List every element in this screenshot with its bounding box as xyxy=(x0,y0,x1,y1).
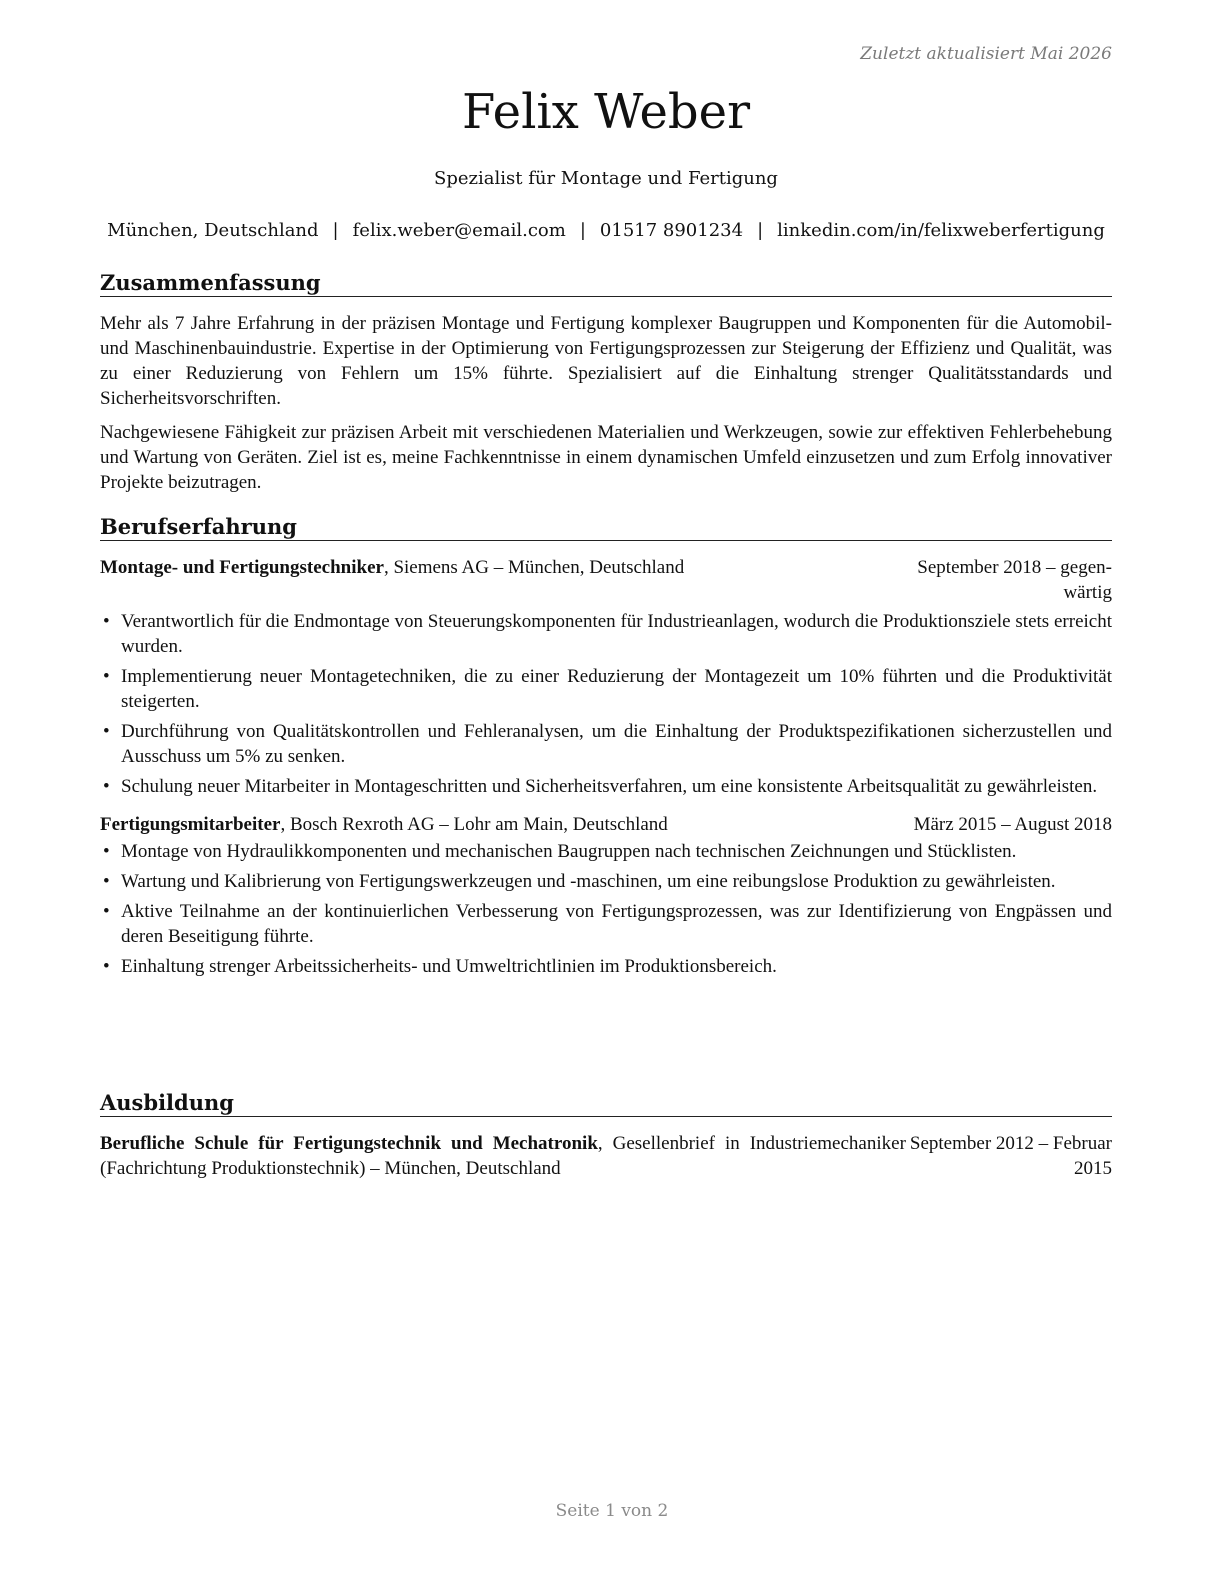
experience-heading: Berufserfahrung xyxy=(100,514,1112,541)
job-bullet-list xyxy=(100,839,1112,979)
bullet-icon: • xyxy=(103,871,110,892)
job-role: Fertigungsmitarbeiter xyxy=(100,814,281,835)
contact-phone: 01517 8901234 xyxy=(599,220,744,241)
list-item: • Implementierung neuer Montagetechniken, die zu einer Reduzierung der Montagezeit um 10% führten und die Produktivität steigerten. xyxy=(103,666,1112,712)
experience-section xyxy=(100,514,1112,984)
contact-separator: | xyxy=(579,220,586,241)
job-entry xyxy=(100,555,1112,799)
contact-location: München, Deutschland xyxy=(107,220,319,241)
job-date: September 2018 – gegen- xyxy=(917,557,1112,578)
bullet-icon: • xyxy=(103,841,110,862)
contact-line xyxy=(100,220,1112,241)
list-item: • Verantwortlich für die Endmontage von Steuerungskomponenten für Industrieanlagen, wodurch die Produktionsziele stets erreicht wurden. xyxy=(103,611,1112,657)
contact-email[interactable]: felix.weber@email.com xyxy=(352,220,566,241)
education-entry xyxy=(100,1131,1112,1181)
last-updated-note: Zuletzt aktualisiert Mai 2026 xyxy=(860,44,1112,64)
summary-paragraph: Nachgewiesene Fähigkeit zur präzisen Arbeit mit verschiedenen Materialien und Werkzeugen, sowie zur effektiven Fehlerbehebung und Wartung von Geräten. Ziel ist es, meine Fachkenntnisse in einem dynamischen Umfeld einzusetzen und zum Erfolg innovativer Projekte beizutragen. xyxy=(100,422,1112,493)
bullet-icon: • xyxy=(103,611,110,632)
education-date-continued: 2015 xyxy=(1074,1158,1112,1179)
bullet-icon: • xyxy=(103,901,110,922)
candidate-name: Felix Weber xyxy=(461,84,751,140)
job-company: , Bosch Rexroth AG – Lohr am Main, Deutschland xyxy=(280,814,668,835)
education-date: September 2012 – Februar xyxy=(909,1133,1112,1154)
list-item: • Wartung und Kalibrierung von Fertigungswerkzeugen und -maschinen, um eine reibungslose Produktion zu gewährleisten. xyxy=(103,871,1056,892)
contact-separator: | xyxy=(757,220,764,241)
list-item: • Einhaltung strenger Arbeitssicherheits- und Umweltrichtlinien im Produktionsbereich. xyxy=(103,956,777,977)
education-section xyxy=(100,1090,1112,1181)
degree-detail: , Gesellenbrief in Industriemechaniker (Fachrichtung Produktionstechnik) – München, Deutschland xyxy=(100,1133,906,1179)
bullet-icon: • xyxy=(103,956,110,977)
list-item: • Durchführung von Qualitätskontrollen und Fehleranalysen, um die Einhaltung der Produktspezifikationen sicherzustellen und Ausschuss um 5% zu senken. xyxy=(103,721,1112,767)
job-bullet-list xyxy=(100,609,1112,799)
bullet-icon: • xyxy=(103,776,110,797)
candidate-title: Spezialist für Montage und Fertigung xyxy=(434,168,778,189)
job-role: Montage- und Fertigungstechniker xyxy=(100,557,384,578)
list-item: • Aktive Teilnahme an der kontinuierlichen Verbesserung von Fertigungsprozessen, was zur Identifizierung von Engpässen und deren Beseitigung führte. xyxy=(103,901,1112,947)
summary-heading: Zusammenfassung xyxy=(100,270,1112,297)
bullet-icon: • xyxy=(103,666,110,687)
list-item: • Montage von Hydraulikkomponenten und mechanischen Baugruppen nach technischen Zeichnungen und Stücklisten. xyxy=(103,841,1017,862)
page-number: Seite 1 von 2 xyxy=(555,1501,669,1521)
school-name: Berufliche Schule für Fertigungstechnik und Mechatronik xyxy=(100,1133,598,1154)
list-item: • Schulung neuer Mitarbeiter in Montageschritten und Sicherheitsverfahren, um eine konsistente Arbeitsqualität zu gewährleisten. xyxy=(103,776,1098,797)
summary-paragraph: Mehr als 7 Jahre Erfahrung in der präzisen Montage und Fertigung komplexer Baugruppen und Komponenten für die Automobil- und Maschinenbauindustrie. Expertise in der Optimierung von Fertigungsprozessen zur Steigerung der Effizienz und Qualität, was zu einer Reduzierung von Fehlern um 15% führte. Spezialisiert auf die Einhaltung strenger Qualitätsstandards und Sicherheitsvorschriften. xyxy=(100,313,1112,409)
education-heading: Ausbildung xyxy=(100,1090,1112,1117)
job-date-continued: wärtig xyxy=(1063,582,1112,603)
bullet-icon: • xyxy=(103,721,110,742)
contact-separator: | xyxy=(332,220,339,241)
job-entry xyxy=(100,812,1112,979)
summary-section xyxy=(100,270,1112,504)
job-date: März 2015 – August 2018 xyxy=(913,814,1112,835)
job-company: , Siemens AG – München, Deutschland xyxy=(383,557,685,578)
contact-linkedin[interactable]: linkedin.com/in/felixweberfertigung xyxy=(777,220,1105,241)
